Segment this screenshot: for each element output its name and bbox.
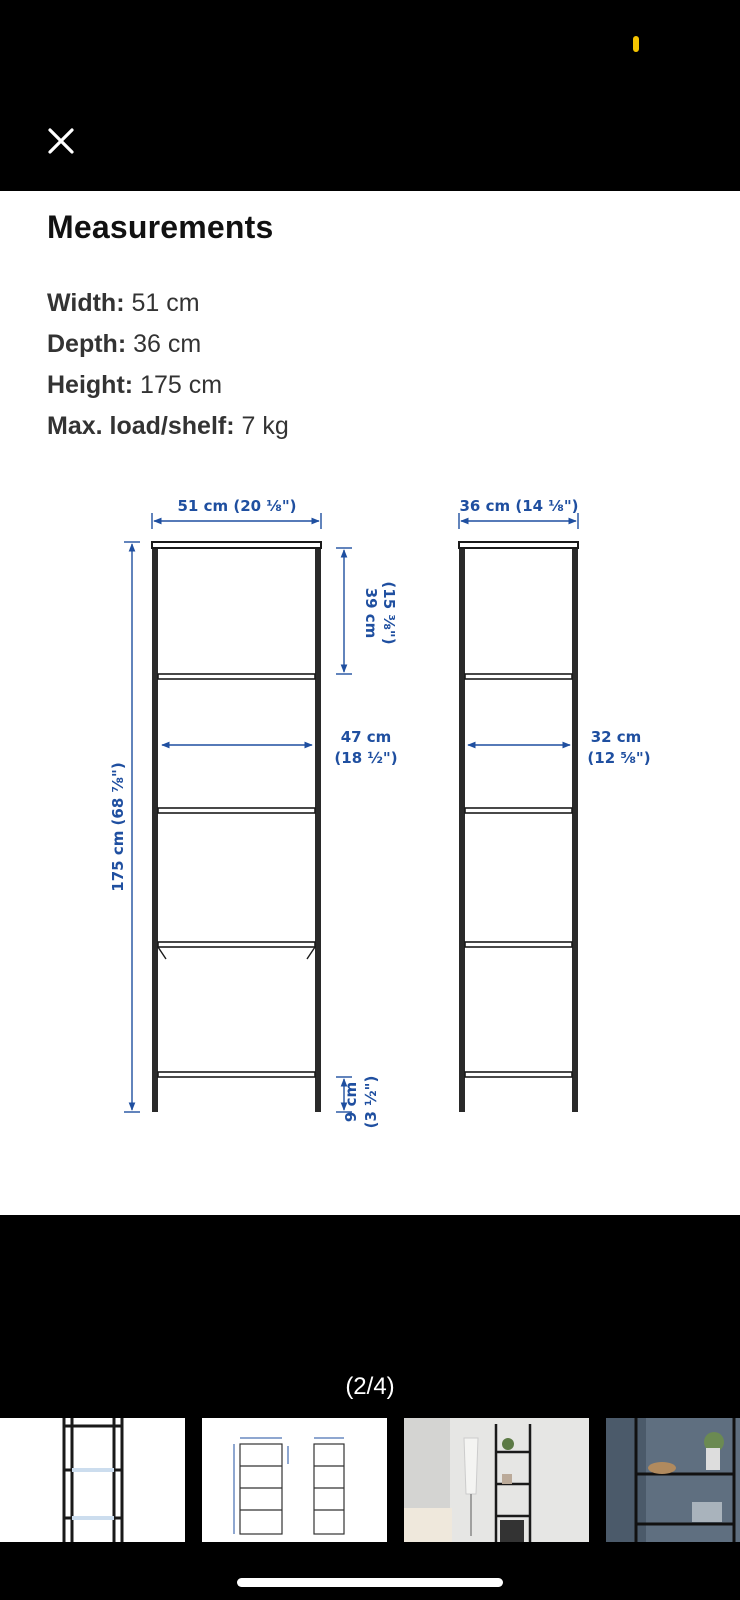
room-image-icon — [404, 1418, 589, 1542]
close-icon — [48, 128, 74, 154]
diagram-image-icon — [202, 1418, 387, 1542]
page-title: Measurements — [47, 209, 274, 245]
front-width-label: 51 cm (20 ⅛") — [177, 497, 297, 515]
thumbnail-2[interactable] — [202, 1418, 387, 1542]
side-view-shelf — [459, 542, 578, 1112]
spec-list — [47, 283, 289, 447]
inner-width-label: 47 cm — [340, 728, 392, 746]
spec-key: Depth: — [47, 330, 127, 358]
thumbnail-1[interactable] — [0, 1418, 185, 1542]
inner-depth-inch-label: (12 ⅝") — [587, 749, 651, 767]
total-height-label: 175 cm (68 ⅞") — [109, 762, 127, 892]
spec-height — [47, 365, 289, 406]
spec-value: 175 cm — [133, 371, 223, 399]
styled-image-icon — [606, 1418, 740, 1542]
spec-key: Height: — [47, 371, 134, 399]
spec-key: Max. load/shelf: — [47, 412, 235, 440]
bottom-clearance-label: 9 cm — [342, 1081, 360, 1123]
spec-depth — [47, 324, 289, 365]
inner-depth-label: 32 cm — [590, 728, 642, 746]
front-view-shelf — [152, 542, 321, 1112]
inner-width-inch-label: (18 ½") — [334, 749, 398, 767]
image-counter: (2/4) — [345, 1373, 395, 1400]
spec-value: 36 cm — [126, 330, 202, 358]
thumbnail-4[interactable] — [606, 1418, 740, 1542]
home-indicator[interactable] — [237, 1578, 503, 1587]
gallery-area — [0, 1215, 740, 1600]
product-image-icon — [0, 1418, 185, 1542]
status-indicator — [633, 36, 639, 52]
dimension-diagram — [0, 491, 740, 1171]
shelf-spacing-inch-label: (15 ⅜") — [380, 581, 398, 645]
spec-key: Width: — [47, 289, 125, 317]
spec-width — [47, 283, 289, 324]
side-depth-label: 36 cm (14 ⅛") — [459, 497, 579, 515]
spec-value: 7 kg — [234, 412, 289, 440]
thumbnail-3[interactable] — [404, 1418, 589, 1542]
measurements-sheet — [0, 191, 740, 1215]
bottom-clearance-inch-label: (3 ½") — [362, 1075, 380, 1129]
close-button[interactable] — [42, 122, 80, 160]
spec-value: 51 cm — [124, 289, 200, 317]
shelf-spacing-label: 39 cm — [362, 587, 380, 639]
spec-max-load — [47, 406, 289, 447]
thumbnail-strip[interactable] — [0, 1418, 740, 1542]
